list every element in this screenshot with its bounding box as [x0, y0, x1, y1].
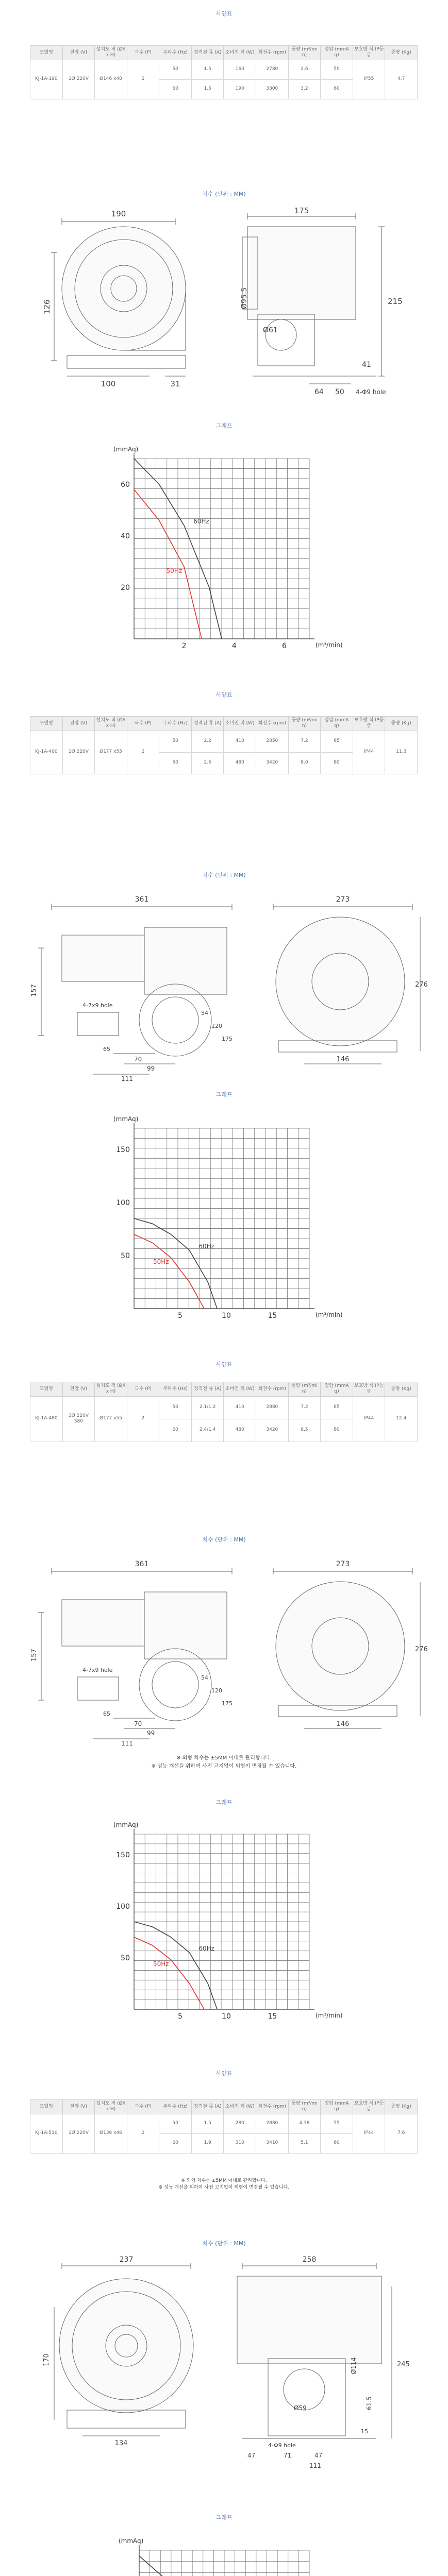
dim-label: Ø95.5 [240, 287, 248, 309]
power-cell: 190 [224, 79, 256, 99]
ip-cell: IP44 [353, 2114, 385, 2153]
th-hz: 주파수 (Hz) [159, 1382, 192, 1397]
pressure-cell: 80 [321, 1419, 353, 1442]
hz-cell: 60 [159, 1419, 192, 1442]
series-label: 50Hz [153, 1960, 169, 1968]
airflow-cell: 5.1 [288, 2133, 321, 2153]
table-row [30, 1396, 418, 1419]
weight-cell: 4.7 [385, 60, 418, 99]
size-cell: Ø146 x40 [95, 60, 127, 99]
hz-cell: 60 [159, 2133, 192, 2153]
current-cell: 1.5 [191, 2114, 224, 2133]
table-row [30, 2114, 418, 2133]
series-line-50Hz [134, 489, 202, 639]
dim-title-3: 치수 (단위 : MM) [202, 1536, 246, 1543]
current-cell: 1.5 [191, 60, 224, 79]
ip-cell: IP55 [353, 60, 385, 99]
y-tick-label: 150 [116, 1851, 130, 1859]
th-hz: 주파수 (Hz) [159, 2100, 192, 2114]
th-poles: 극수 (P) [127, 2100, 159, 2114]
dim-label: 126 [42, 299, 52, 314]
dim-label: 258 [302, 2256, 317, 2264]
rpm-cell: 2880 [256, 1396, 289, 1419]
size-cell: Ø177 x55 [95, 731, 127, 774]
notes-3 [0, 1754, 448, 1771]
y-axis-label: (mmAq) [113, 446, 139, 453]
dim-label: 157 [30, 984, 38, 997]
note-line: ※ 성능 개선을 위하여 사전 고지없이 외형이 변경될 수 있습니다. [158, 2185, 290, 2190]
dim-label: 4-7x9 hole [82, 1667, 113, 1673]
pressure-cell: 65 [321, 731, 353, 752]
series-label: 50Hz [166, 567, 182, 574]
th-pressure: 정압 (mmA q) [321, 1382, 353, 1397]
dim-label: 71 [284, 2452, 292, 2459]
dim-label: 245 [397, 2361, 410, 2368]
hz-cell: 50 [159, 2114, 192, 2133]
th-ip: 보호방 식 IP등급 [353, 46, 385, 60]
th-pressure: 정압 (mmA q) [321, 2100, 353, 2114]
rpm-cell: 3300 [256, 79, 289, 99]
dim-label: 120 [211, 1023, 222, 1029]
x-tick-label: 15 [268, 2012, 277, 2021]
airflow-cell: 8.5 [288, 1419, 321, 1442]
dim-label: 273 [336, 1560, 350, 1568]
th-power: 소비전 력 (W) [224, 2100, 256, 2114]
chart-title-3: 그래프 [215, 1799, 233, 1806]
model-cell: KJ-1A-400 [30, 731, 63, 774]
y-tick-label: 50 [121, 1252, 130, 1261]
model-cell: KJ-1A-510 [30, 2114, 63, 2153]
dimension-drawing-2 [30, 886, 428, 1082]
chart-title-1: 그래프 [215, 422, 233, 429]
dim-label: 170 [43, 2353, 51, 2366]
pressure-cell: 50 [321, 60, 353, 79]
poles-cell: 2 [127, 1396, 159, 1442]
th-rpm: 회전수 (rpm) [256, 717, 289, 731]
table-row [30, 60, 418, 79]
dim-label: 361 [135, 1560, 149, 1568]
rpm-cell: 2880 [256, 2114, 289, 2133]
power-cell: 480 [224, 752, 256, 774]
airflow-cell: 7.2 [288, 1396, 321, 1419]
voltage-cell: 1Ø 220V [62, 60, 95, 99]
voltage-cell: 1Ø 220V [62, 731, 95, 774]
chart-title-4: 그래프 [215, 2514, 233, 2521]
dim-label: 157 [30, 1649, 38, 1662]
hz-cell: 60 [159, 79, 192, 99]
chart-title-2: 그래프 [215, 1091, 233, 1098]
series-label: 50Hz [153, 1258, 169, 1266]
rpm-cell: 2780 [256, 60, 289, 79]
dim-label: 215 [388, 297, 403, 306]
ip-cell: IP44 [353, 1396, 385, 1442]
dim-label: 65 [103, 1710, 110, 1717]
th-voltage: 전압 (V) [62, 717, 95, 731]
th-pressure: 정압 (mmA q) [321, 46, 353, 60]
dim-label: 120 [211, 1687, 222, 1694]
dim-label: 237 [119, 2256, 134, 2264]
power-cell: 310 [224, 2133, 256, 2153]
th-airflow: 풍량 (m³/mi n) [288, 1382, 321, 1397]
weight-cell: 7.6 [385, 2114, 418, 2153]
y-tick-label: 40 [121, 532, 130, 540]
th-model: 모델명 [30, 717, 63, 731]
hz-cell: 60 [159, 752, 192, 774]
th-power: 소비전 력 (W) [224, 1382, 256, 1397]
spec-header-row [30, 2100, 418, 2114]
spec-table-4 [30, 2099, 418, 2154]
note-line: ※ 성능 개선을 위하여 사전 고지없이 외형이 변경될 수 있습니다. [151, 1764, 297, 1769]
th-size: 설치도 적 (Ø/l x H) [95, 717, 127, 731]
x-tick-label: 5 [178, 2012, 182, 2021]
x-tick-label: 5 [178, 1312, 182, 1320]
th-ip: 보호방 식 IP등급 [353, 2100, 385, 2114]
spec-title-2: 사양표 [215, 691, 233, 698]
dim-label: 175 [294, 206, 309, 215]
y-axis-label: (mmAq) [113, 1821, 139, 1828]
series-label: 60Hz [198, 1242, 214, 1250]
x-axis-label: (m³/min) [316, 641, 343, 649]
dim-label: 4-Φ9 hole [268, 2442, 296, 2449]
th-hz: 주파수 (Hz) [159, 46, 192, 60]
dim-label: 134 [114, 2439, 128, 2447]
y-tick-label: 100 [116, 1199, 130, 1208]
model-cell: KJ-1A-190 [30, 60, 63, 99]
airflow-cell: 4.18 [288, 2114, 321, 2133]
th-weight: 중량 (Kg) [385, 46, 418, 60]
dim-label: 276 [415, 981, 428, 989]
rpm-cell: 3410 [256, 2133, 289, 2153]
poles-cell: 2 [127, 2114, 159, 2153]
dim-label: 65 [103, 1046, 110, 1053]
performance-chart-2 [103, 1113, 345, 1329]
weight-cell: 12.4 [385, 1396, 418, 1442]
dim-label: 70 [134, 1056, 142, 1063]
th-power: 소비전 력 (W) [224, 46, 256, 60]
rpm-cell: 2850 [256, 731, 289, 752]
current-cell: 2.2 [191, 731, 224, 752]
th-weight: 중량 (Kg) [385, 1382, 418, 1397]
dim-label: 175 [222, 1036, 233, 1042]
dim-label: 4-7x9 hole [82, 1002, 113, 1009]
dim-label: 64 [314, 388, 324, 396]
rpm-cell: 3420 [256, 1419, 289, 1442]
dim-label: 4-Φ9 hole [356, 388, 386, 396]
x-tick-label: 6 [281, 642, 287, 650]
voltage-cell: 1Ø 220V [62, 2114, 95, 2153]
th-pressure: 정압 (mmA q) [321, 717, 353, 731]
dim-label: 70 [134, 1720, 142, 1727]
weight-cell: 11.3 [385, 731, 418, 774]
y-tick-label: 20 [121, 584, 130, 592]
th-poles: 극수 (P) [127, 1382, 159, 1397]
dim-label: 47 [314, 2452, 323, 2459]
notes-4 [0, 2178, 448, 2191]
spec-table-3 [30, 1382, 418, 1442]
y-tick-label: 50 [121, 1954, 130, 1962]
dim-label: 47 [247, 2452, 256, 2459]
voltage-cell: 3Ø 220V 380 [62, 1396, 95, 1442]
th-model: 모델명 [30, 2100, 63, 2114]
power-cell: 280 [224, 2114, 256, 2133]
th-current: 정격전 류 (A) [191, 717, 224, 731]
spec-table-2 [30, 716, 418, 774]
th-current: 정격전 류 (A) [191, 2100, 224, 2114]
note-line: ※ 외형 치수는 ±5MM 이내로 관리합니다. [176, 1755, 272, 1761]
performance-chart-1 [103, 443, 345, 659]
x-tick-label: 10 [222, 2012, 231, 2021]
dim-label: 41 [362, 361, 371, 369]
note-line: ※ 외형 치수는 ±5MM 이내로 관리합니다. [181, 2178, 267, 2183]
x-axis-label: (m³/min) [316, 1311, 343, 1318]
dim-label: 50 [335, 388, 344, 396]
current-cell: 2.4/1.4 [191, 1419, 224, 1442]
airflow-cell: 8.0 [288, 752, 321, 774]
series-line-60Hz [139, 2556, 260, 2576]
spec-title-4: 사양표 [215, 2070, 233, 2077]
th-weight: 중량 (Kg) [385, 2100, 418, 2114]
current-cell: 2.1/1.2 [191, 1396, 224, 1419]
pressure-cell: 60 [321, 2133, 353, 2153]
performance-chart-4 [108, 2535, 345, 2576]
dim-label: 146 [336, 1720, 350, 1728]
airflow-cell: 2.6 [288, 60, 321, 79]
th-airflow: 풍량 (m³/mi n) [288, 717, 321, 731]
th-airflow: 풍량 (m³/mi n) [288, 2100, 321, 2114]
th-rpm: 회전수 (rpm) [256, 46, 289, 60]
spec-header-row [30, 1382, 418, 1397]
dimension-drawing-3 [30, 1551, 428, 1747]
spec-table-1 [30, 45, 418, 99]
th-poles: 극수 (P) [127, 717, 159, 731]
dim-label: 111 [121, 1740, 133, 1747]
dim-label: 175 [222, 1700, 233, 1707]
poles-cell: 2 [127, 731, 159, 774]
dimension-drawing-4 [41, 2256, 412, 2487]
spec-header-row [30, 717, 418, 731]
series-label: 60Hz [193, 518, 209, 525]
table-row [30, 731, 418, 752]
power-cell: 160 [224, 60, 256, 79]
th-voltage: 전압 (V) [62, 2100, 95, 2114]
dim-label: 276 [415, 1646, 428, 1653]
dim-label: 54 [201, 1010, 208, 1016]
th-current: 정격전 류 (A) [191, 1382, 224, 1397]
dimension-drawing-1 [42, 206, 407, 412]
dim-title-1: 치수 (단위 : MM) [202, 191, 246, 197]
rpm-cell: 3420 [256, 752, 289, 774]
dim-label: 146 [336, 1056, 350, 1063]
pressure-cell: 65 [321, 1396, 353, 1419]
spec-title-1: 사양표 [215, 10, 233, 17]
dim-title-2: 치수 (단위 : MM) [202, 872, 246, 878]
y-tick-label: 150 [116, 1146, 130, 1155]
th-voltage: 전압 (V) [62, 46, 95, 60]
dim-label: 190 [111, 209, 126, 218]
pressure-cell: 80 [321, 752, 353, 774]
hz-cell: 50 [159, 731, 192, 752]
dim-label: 54 [201, 1674, 208, 1681]
dim-label: 31 [170, 379, 180, 388]
th-voltage: 전압 (V) [62, 1382, 95, 1397]
x-axis-label: (m³/min) [316, 2012, 343, 2019]
dim-label: Ø61 [263, 326, 278, 334]
y-tick-label: 60 [121, 481, 130, 489]
size-cell: Ø136 x46 [95, 2114, 127, 2153]
series-label: 60Hz [198, 1945, 214, 1952]
dim-label: 111 [309, 2462, 321, 2469]
y-tick-label: 100 [116, 1903, 130, 1911]
x-tick-label: 10 [222, 1312, 231, 1320]
power-cell: 410 [224, 1396, 256, 1419]
th-ip: 보호방 식 IP등급 [353, 717, 385, 731]
spec-title-3: 사양표 [215, 1361, 233, 1368]
dim-label: Ø59 [294, 2404, 307, 2412]
series-line-50Hz [134, 1937, 204, 2009]
dim-label: 361 [135, 895, 149, 904]
dim-label: 273 [336, 895, 350, 904]
th-size: 설치도 적 (Ø/l x H) [95, 46, 127, 60]
th-size: 설치도 적 (Ø/l x H) [95, 1382, 127, 1397]
current-cell: 1.5 [191, 79, 224, 99]
dim-label: 15 [361, 2428, 368, 2435]
series-line-50Hz [134, 1234, 204, 1309]
x-tick-label: 2 [181, 642, 187, 650]
th-model: 모델명 [30, 46, 63, 60]
th-ip: 보호방 식 IP등급 [353, 1382, 385, 1397]
poles-cell: 2 [127, 60, 159, 99]
dim-label: 99 [147, 1065, 155, 1072]
th-model: 모델명 [30, 1382, 63, 1397]
th-hz: 주파수 (Hz) [159, 717, 192, 731]
dim-label: 100 [101, 379, 116, 388]
th-weight: 중량 (Kg) [385, 717, 418, 731]
dim-label: 111 [121, 1075, 133, 1082]
th-power: 소비전 력 (W) [224, 717, 256, 731]
current-cell: 1.9 [191, 2133, 224, 2153]
th-poles: 극수 (P) [127, 46, 159, 60]
y-axis-label: (mmAq) [119, 2537, 144, 2545]
performance-chart-3 [103, 1819, 345, 2030]
dim-title-4: 치수 (단위 : MM) [202, 2240, 246, 2247]
pressure-cell: 55 [321, 2114, 353, 2133]
model-cell: KJ-1A-480 [30, 1396, 63, 1442]
dim-label: 61.5 [366, 2396, 373, 2410]
dim-label: Ø114 [350, 2357, 357, 2374]
dim-label: 99 [147, 1730, 155, 1737]
hz-cell: 50 [159, 60, 192, 79]
pressure-cell: 60 [321, 79, 353, 99]
power-cell: 410 [224, 731, 256, 752]
th-airflow: 풍량 (m³/mi n) [288, 46, 321, 60]
ip-cell: IP44 [353, 731, 385, 774]
th-size: 설치도 적 (Ø/l x H) [95, 2100, 127, 2114]
x-tick-label: 15 [268, 1312, 277, 1320]
x-tick-label: 4 [231, 642, 237, 650]
hz-cell: 50 [159, 1396, 192, 1419]
y-axis-label: (mmAq) [113, 1115, 139, 1123]
power-cell: 480 [224, 1419, 256, 1442]
th-rpm: 회전수 (rpm) [256, 1382, 289, 1397]
airflow-cell: 3.2 [288, 79, 321, 99]
spec-header-row [30, 46, 418, 60]
th-current: 정격전 류 (A) [191, 46, 224, 60]
th-rpm: 회전수 (rpm) [256, 2100, 289, 2114]
airflow-cell: 7.2 [288, 731, 321, 752]
current-cell: 2.6 [191, 752, 224, 774]
size-cell: Ø177 x55 [95, 1396, 127, 1442]
